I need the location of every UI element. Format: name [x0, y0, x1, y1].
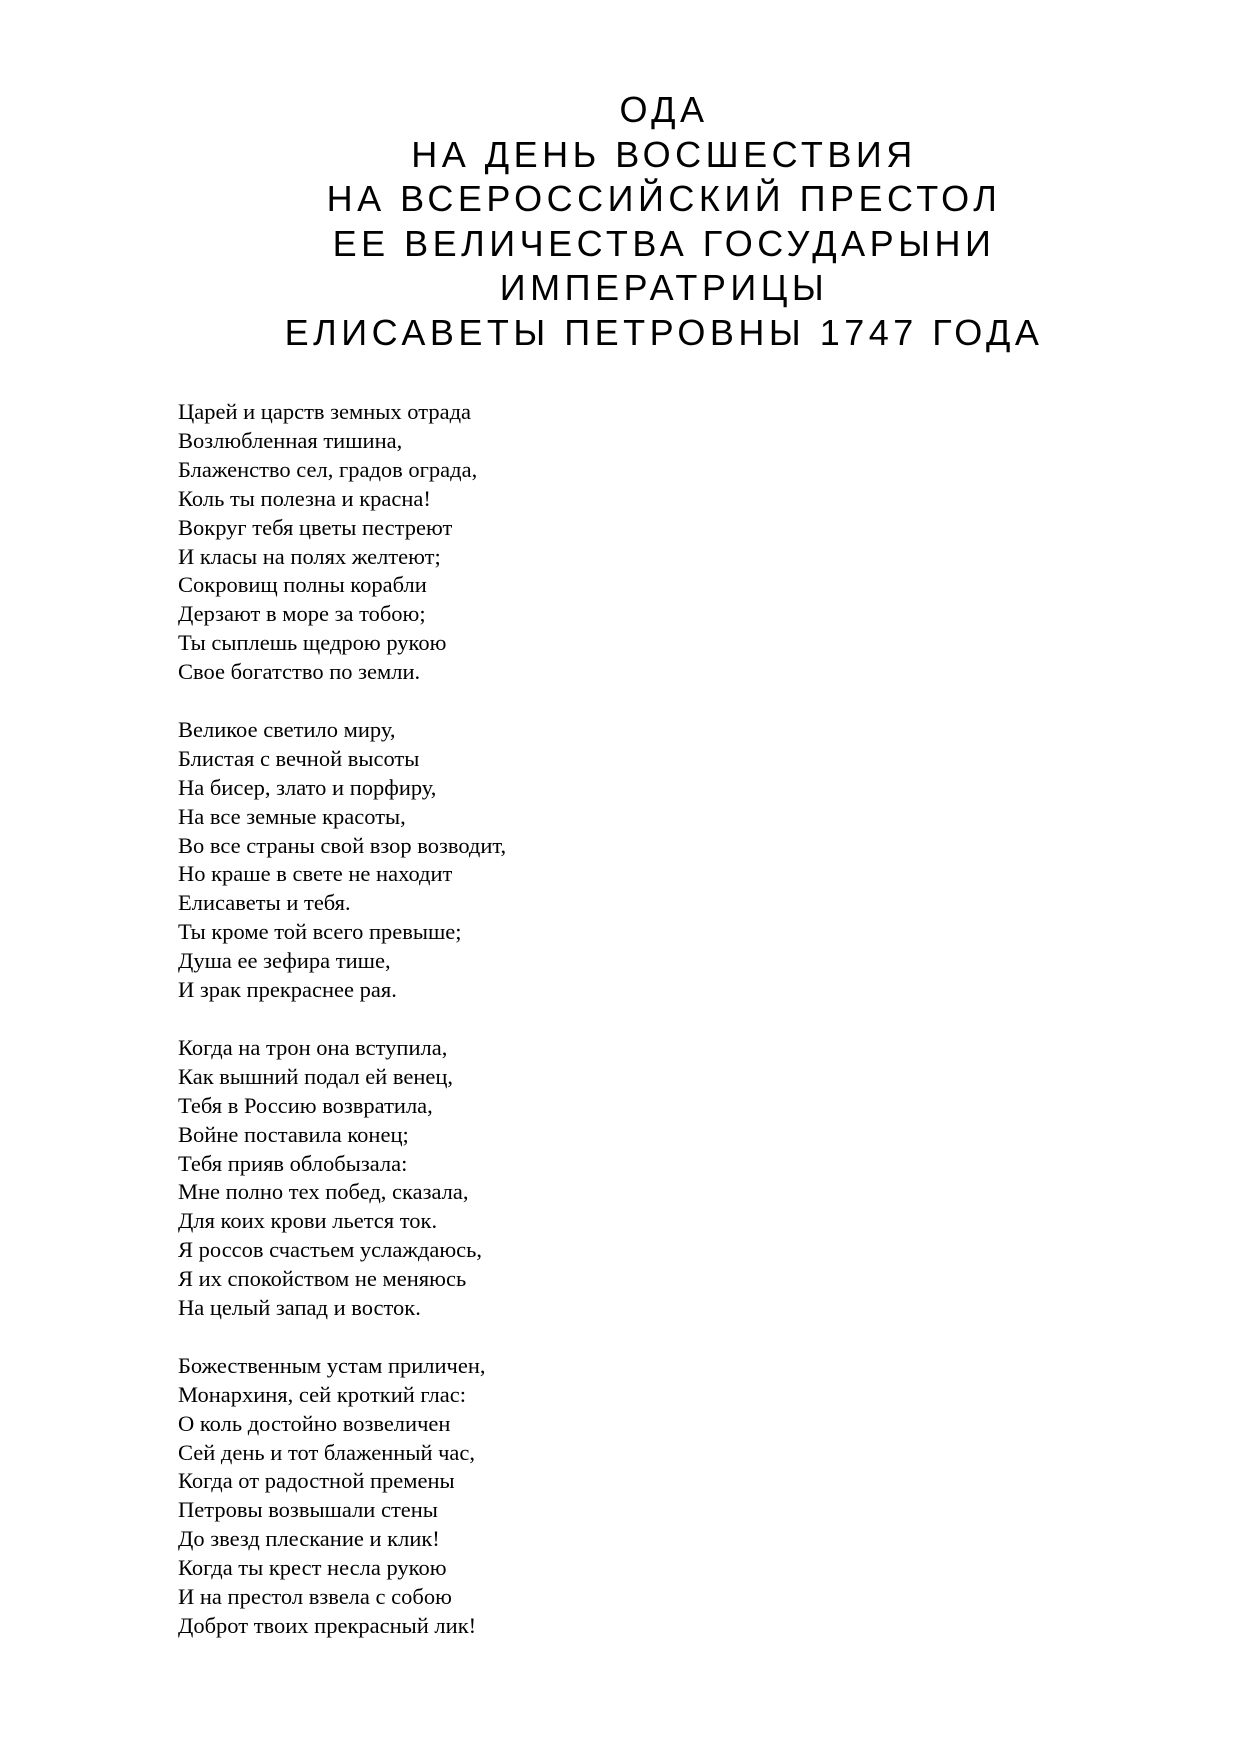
title-line: ЕЕ ВЕЛИЧЕСТВА ГОСУДАРЫНИ — [332, 222, 996, 264]
ode-title — [166, 88, 1162, 355]
verse-line: Тебя прияв облобызала: — [178, 1150, 408, 1176]
verse-line: Когда на трон она вступила, — [178, 1034, 448, 1060]
verse-line: Сокровищ полны корабли — [178, 572, 427, 598]
title-line: ИМПЕРАТРИЦЫ — [499, 267, 829, 308]
title-line: НА ВСЕРОССИЙСКИЙ ПРЕСТОЛ — [326, 178, 1002, 219]
verse-line: Когда от радостной премены — [178, 1468, 455, 1494]
verse-line: Когда ты крест несла рукою — [178, 1555, 447, 1581]
verse-line: И на престол взвела с собою — [178, 1584, 452, 1610]
stanza-3 — [178, 1034, 1078, 1323]
verse-line: Но краше в свете не находит — [178, 861, 453, 887]
verse-line: На бисер, злато и порфиру, — [178, 774, 437, 800]
verse-line: Елисаветы и тебя. — [178, 890, 351, 916]
title-line: ЕЛИСАВЕТЫ ПЕТРОВНЫ 1747 ГОДА — [284, 311, 1044, 353]
verse-line: На целый запад и восток. — [178, 1295, 421, 1321]
verse-line: Ты сыплешь щедрою рукою — [178, 630, 447, 656]
verse-line: Войне поставила конец; — [178, 1121, 409, 1147]
verse-line: Возлюбленная тишина, — [178, 427, 403, 453]
verse-line: Во все страны свой взор возводит, — [178, 832, 507, 858]
verse-line: Дерзают в море за тобою; — [178, 601, 426, 627]
title-line: ОДА — [619, 89, 709, 130]
verse-line: Блаженство сел, градов ограда, — [178, 456, 478, 482]
verse-line: Тебя в Россию возвратила, — [178, 1092, 433, 1118]
verse-line: Для коих крови льется ток. — [178, 1208, 438, 1234]
verse-line: Мне полно тех побед, сказала, — [178, 1179, 469, 1205]
verse-line: Божественным устам приличен, — [178, 1352, 486, 1378]
verse-line: До звезд плескание и клик! — [178, 1526, 440, 1552]
stanza-2 — [178, 716, 1078, 1005]
verse-line: Я россов счастьем услаждаюсь, — [178, 1237, 483, 1263]
title-line: НА ДЕНЬ ВОСШЕСТВИЯ — [411, 133, 917, 175]
verse-line: Ты кроме той всего превыше; — [178, 919, 462, 945]
poem-body — [178, 398, 1078, 1641]
verse-line: Душа ее зефира тише, — [178, 948, 391, 974]
verse-line: Блистая с вечной высоты — [178, 745, 420, 771]
verse-line: О коль достойно возвеличен — [178, 1410, 451, 1436]
verse-line: И зрак прекраснее рая. — [178, 977, 397, 1003]
verse-line: На все земные красоты, — [178, 803, 406, 829]
stanza-1 — [178, 398, 1078, 687]
verse-line: Я их спокойством не меняюсь — [178, 1266, 467, 1292]
verse-line: Сей день и тот блаженный час, — [178, 1439, 476, 1465]
verse-line: И класы на полях желтеют; — [178, 543, 441, 569]
verse-line: Великое светило миру, — [178, 716, 396, 742]
verse-line: Как вышний подал ей венец, — [178, 1063, 454, 1089]
verse-line: Царей и царств земных отрада — [178, 399, 472, 424]
verse-line: Вокруг тебя цветы пестреют — [178, 514, 453, 540]
verse-line: Коль ты полезна и красна! — [178, 485, 431, 511]
verse-line: Монархиня, сей кроткий глас: — [178, 1381, 466, 1407]
stanza-4 — [178, 1352, 1078, 1641]
verse-line: Петровы возвышали стены — [178, 1497, 438, 1523]
verse-line: Доброт твоих прекрасный лик! — [178, 1613, 477, 1639]
verse-line: Свое богатство по земли. — [178, 659, 421, 685]
